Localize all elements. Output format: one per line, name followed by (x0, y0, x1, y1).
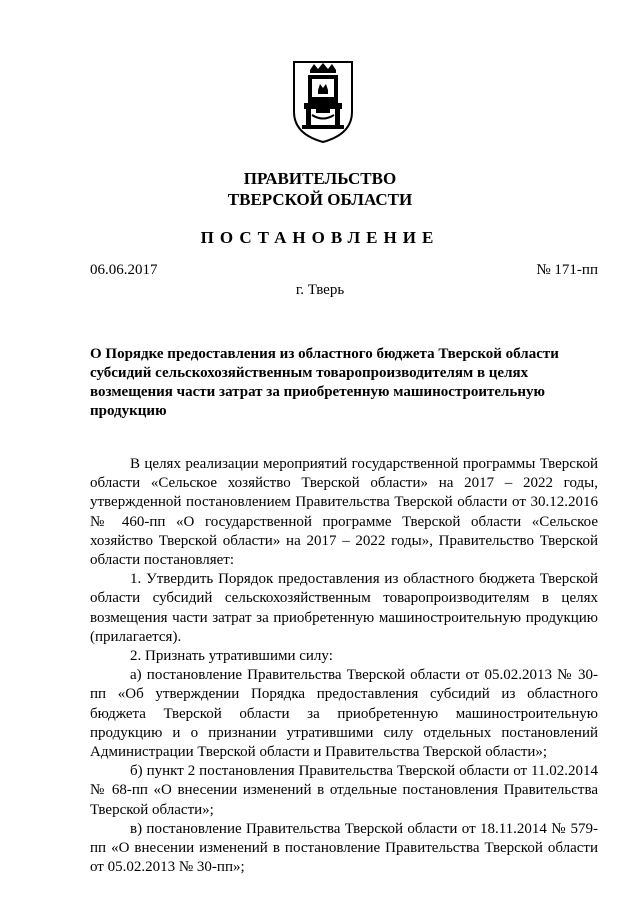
decree-city: г. Тверь (295, 282, 345, 298)
paragraph-item-2: 2. Признать утратившими силу: (130, 648, 333, 665)
decree-number: № 171-пп (536, 262, 598, 278)
paragraph-item-2c: в) постановление Правительства Тверской области от 18.11.2014 № 579-пп «О внесении изменений в постановление Правительства Тверской области от 05.02.2013 № 30-пп»; (90, 820, 598, 876)
coat-of-arms-icon (292, 60, 354, 144)
decree-body (90, 455, 598, 877)
paragraph-item-2a: а) постановление Правительства Тверской области от 05.02.2013 № 30-пп «Об утверждении Порядка предоставления субсидий из областного бюджета Тверской области за приобретенную машиностроительную продукцию и о признании утратившими силу отдельных постановлений Администрации Тверской области и Правительства Тверской области»; (90, 667, 598, 761)
paragraph-item-2b: б) пункт 2 постановления Правительства Тверской области от 11.02.2014 № 68-пп «О внесении изменений в отдельные постановления Правительства Тверской области»; (90, 763, 598, 818)
paragraph-item-1: 1. Утвердить Порядок предоставления из областного бюджета Тверской области субсидий сельскохозяйственным товаропроизводителям в целях возмещения части затрат за приобретенную машиностроительную продукцию (прилагается). (90, 571, 598, 645)
decree-title: О Порядке предоставления из областного бюджета Тверской области субсидий сельскохозяйственным товаропроизводителям в целях возмещения части затрат за приобретенную машиностроительную продукцию (90, 346, 559, 419)
government-title-line1: ПРАВИТЕЛЬСТВО (243, 169, 397, 188)
decree-type-heading: ПОСТАНОВЛЕНИЕ (200, 228, 440, 247)
government-title-line2: ТВЕРСКОЙ ОБЛАСТИ (227, 190, 413, 209)
paragraph-preamble: В целях реализации мероприятий государственной программы Тверской области «Сельское хозяйство Тверской области» на 2017 – 2022 годы, утвержденной постановлением Правительства Тверской области от 30.12.2016 № 460-пп «О государственной программе Тверской области «Сельское хозяйство Тверской области» на 2017 – 2022 годы», Правительство Тверской области постановляет: (90, 456, 598, 569)
decree-date: 06.06.2017 (90, 262, 158, 278)
